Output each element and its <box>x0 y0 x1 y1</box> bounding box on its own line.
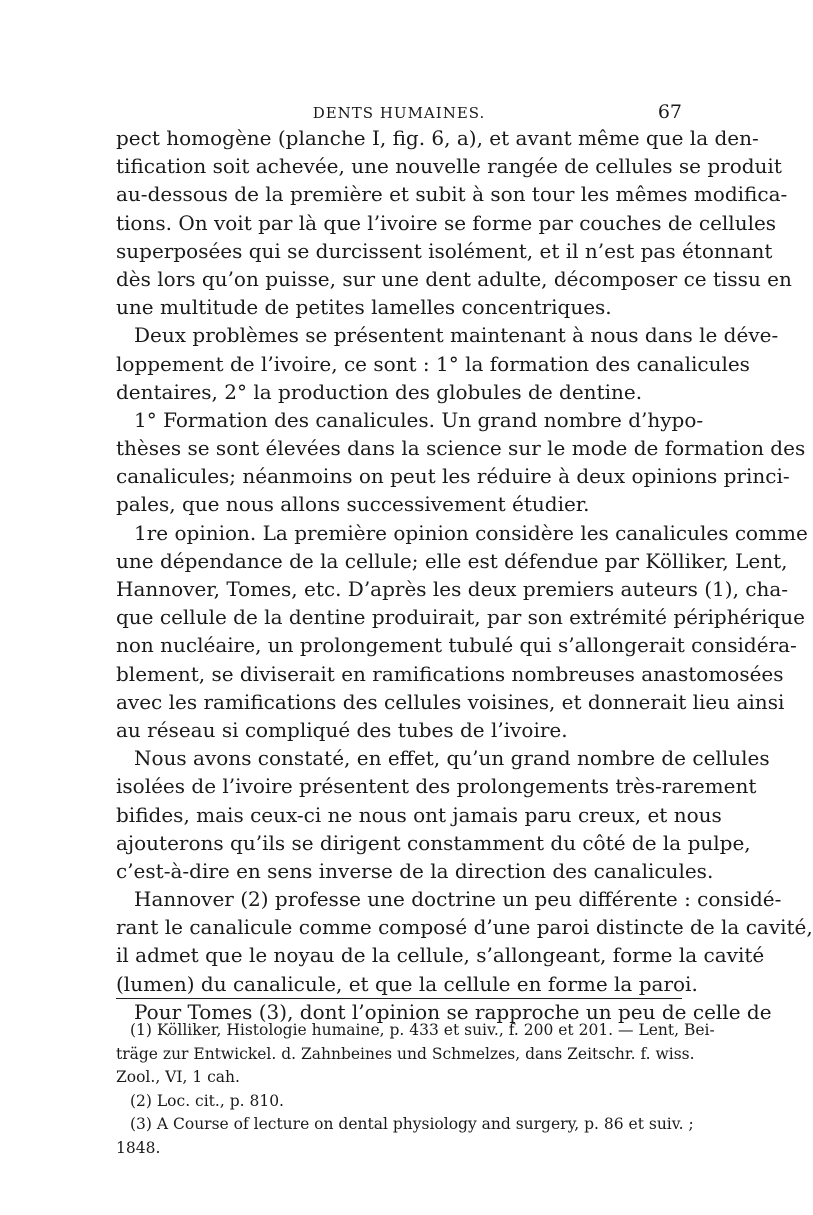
text-line: (lumen) du canalicule, et que la cellule en forme la paroi. <box>116 971 698 996</box>
text-line: canalicules; néanmoins on peut les réduire à deux opinions princi- <box>116 464 790 489</box>
text-line: une multitude de petites lamelles concentriques. <box>116 295 612 320</box>
body-text <box>116 124 813 1026</box>
text-line: tification soit achevée, une nouvelle rangée de cellules se produit <box>116 154 782 179</box>
text-line: loppement de l’ivoire, ce sont : 1° la formation des canalicules <box>116 351 750 376</box>
text-line: au réseau si compliqué des tubes de l’ivoire. <box>116 717 568 742</box>
text-line: pect homogène (planche I, fig. 6, a), et avant même que la den- <box>116 126 759 150</box>
text-line: une dépendance de la cellule; elle est défendue par Kölliker, Lent, <box>116 548 788 573</box>
text-line: 1° Formation des canalicules. Un grand nombre d’hypo- <box>134 407 704 432</box>
running-head: DENTS HUMAINES. <box>312 104 486 122</box>
text-line: avec les ramifications des cellules voisines, et donnerait lieu ainsi <box>116 689 785 714</box>
text-line: superposées qui se durcissent isolément, et il n’est pas étonnant <box>116 238 773 263</box>
footnote-line: (1) Kölliker, Histologie humaine, p. 433 et suiv., f. 200 et 201. — Lent, Bei- <box>130 1021 715 1039</box>
text-line: blement, se diviserait en ramifications nombreuses anastomosées <box>116 661 784 686</box>
footnote-line: Zool., VI, 1 cah. <box>116 1068 240 1086</box>
footnotes <box>116 1019 715 1160</box>
text-line: c’est-à-dire en sens inverse de la direction des canalicules. <box>116 858 714 883</box>
text-line: dès lors qu’on puisse, sur une dent adulte, décomposer ce tissu en <box>116 266 792 291</box>
text-line: rant le canalicule comme composé d’une paroi distincte de la cavité, <box>116 915 813 940</box>
text-line: Pour Tomes (3), dont l’opinion se rapproche un peu de celle de <box>134 999 772 1024</box>
text-line: bifides, mais ceux-ci ne nous ont jamais paru creux, et nous <box>116 802 722 827</box>
text-line: pales, que nous allons successivement étudier. <box>116 492 590 517</box>
text-line: isolées de l’ivoire présentent des prolongements très-rarement <box>116 774 757 799</box>
page-header <box>116 100 682 124</box>
footnote-line: 1848. <box>116 1138 161 1157</box>
text-line: Hannover (2) professe une doctrine un peu différente : considé- <box>134 887 782 912</box>
text-line: ajouterons qu’ils se dirigent constamment du côté de la pulpe, <box>116 830 751 855</box>
text-line: Deux problèmes se présentent maintenant à nous dans le déve- <box>134 323 779 348</box>
footnote-line: (3) A Course of lecture on dental physiology and surgery, p. 86 et suiv. ; <box>130 1115 694 1133</box>
text-line: thèses se sont élevées dans la science sur le mode de formation des <box>116 436 806 461</box>
text-line: 1re opinion. La première opinion considère les canalicules comme <box>134 520 808 545</box>
page-number: 67 <box>657 101 682 123</box>
footnote-rule <box>116 998 682 999</box>
text-line: non nucléaire, un prolongement tubulé qui s’allongerait considéra- <box>116 633 797 658</box>
text-line: au-dessous de la première et subit à son tour les mêmes modifica- <box>116 182 788 207</box>
footnote-line: träge zur Entwickel. d. Zahnbeines und Schmelzes, dans Zeitschr. f. wiss. <box>116 1044 695 1063</box>
text-line: Nous avons constaté, en effet, qu’un grand nombre de cellules <box>134 746 770 771</box>
text-line: tions. On voit par là que l’ivoire se forme par couches de cellules <box>116 210 777 235</box>
footnote-line: (2) Loc. cit., p. 810. <box>130 1091 284 1110</box>
text-line: Hannover, Tomes, etc. D’après les deux premiers auteurs (1), cha- <box>116 577 789 601</box>
text-line: dentaires, 2° la production des globules de dentine. <box>116 379 643 404</box>
text-line: il admet que le noyau de la cellule, s’allongeant, forme la cavité <box>116 943 765 968</box>
text-line: que cellule de la dentine produirait, par son extrémité périphérique <box>116 605 805 630</box>
